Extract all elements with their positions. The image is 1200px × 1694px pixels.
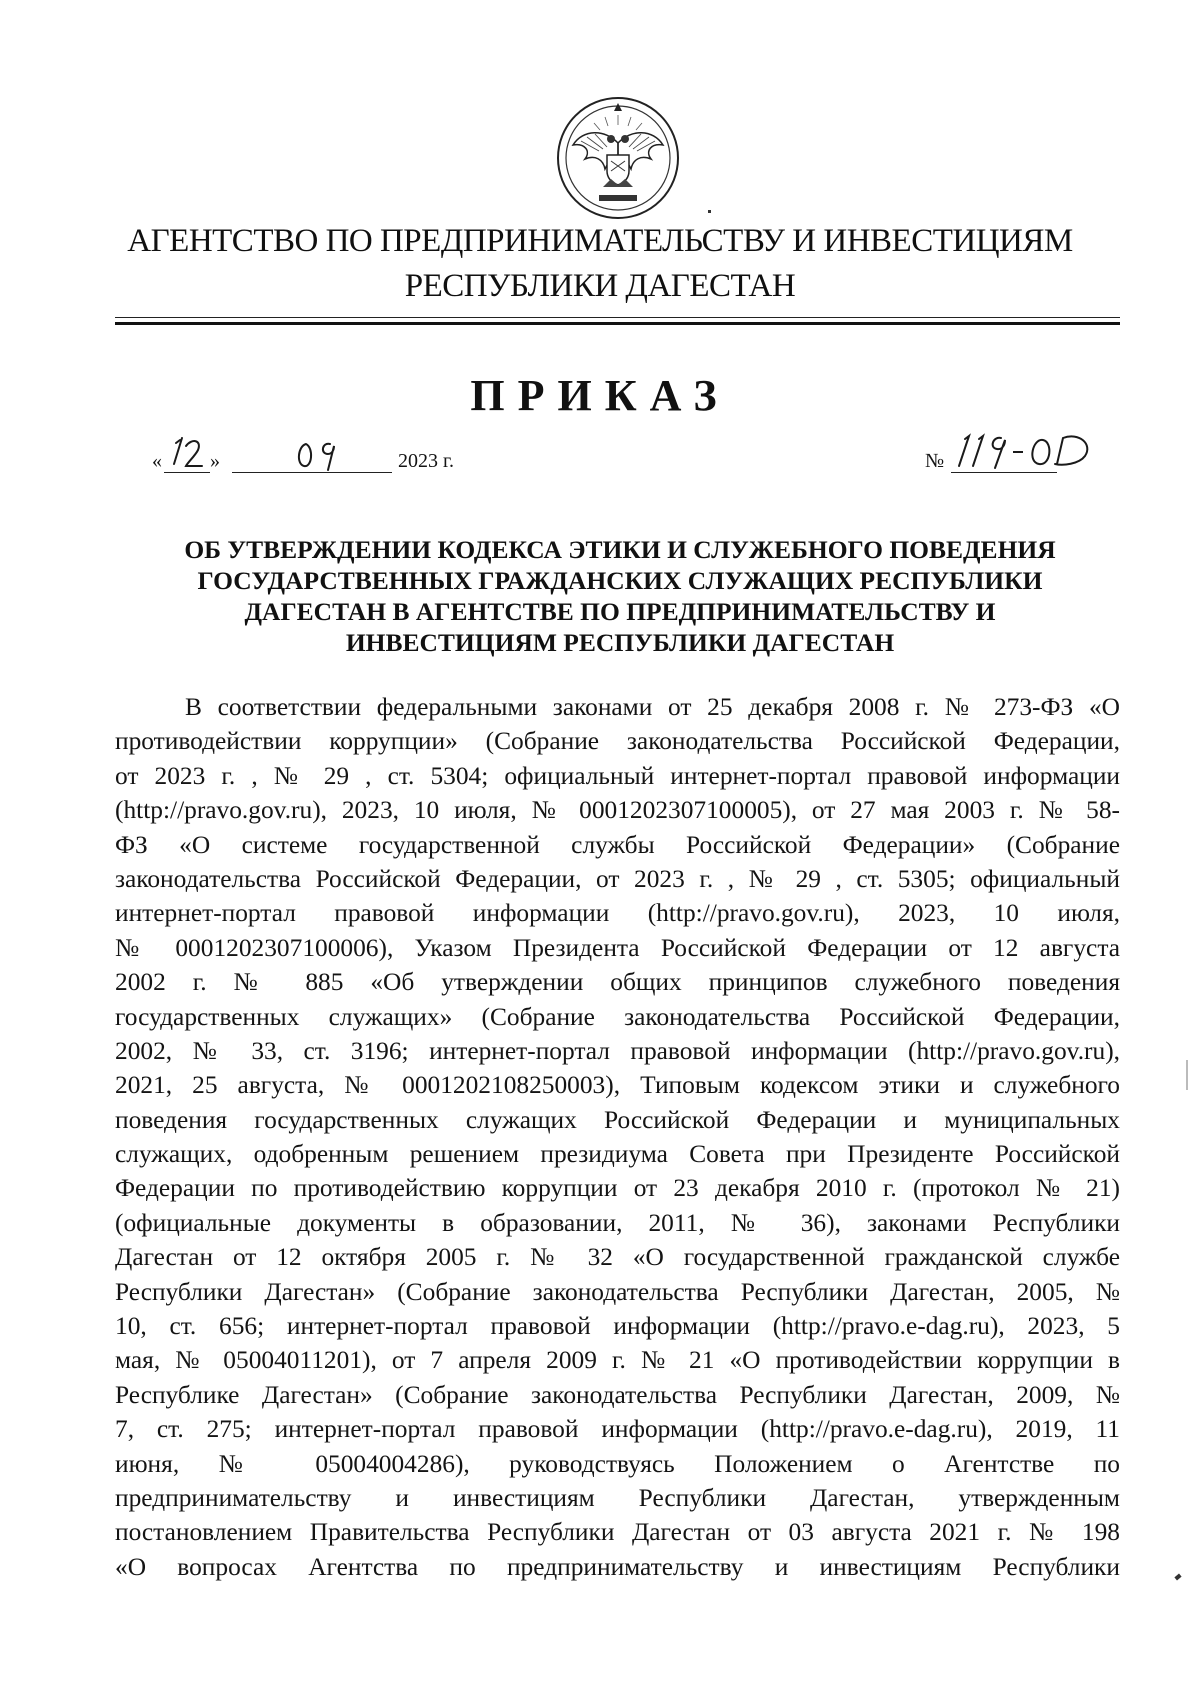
- day-underline: [164, 472, 210, 473]
- body-line: 2002, № 33, ст. 3196; интернет-портал правовой информации (http://pravo.gov.ru),: [115, 1036, 1120, 1065]
- eagle-icon: [555, 95, 681, 221]
- body-line: Дагестан от 12 октября 2005 г. № 32 «О государственной гражданской службе: [115, 1243, 1120, 1272]
- number-underline: [951, 472, 1057, 473]
- number-sign: №: [925, 450, 945, 472]
- body-line: № 0001202307100006), Указом Президента Российской Федерации от 12 августа: [115, 933, 1120, 962]
- body-line: «О вопросах Агентства по предпринимательству и инвестициям Республики: [115, 1552, 1120, 1581]
- handwritten-number: [951, 428, 1101, 472]
- body-line: поведения государственных служащих Российской Федерации и муниципальных: [115, 1105, 1120, 1134]
- body-line: ФЗ «О системе государственной службы Российской Федерации» (Собрание: [115, 830, 1120, 859]
- body-line: мая, № 05004011201), от 7 апреля 2009 г. № 21 «О противодействии коррупции в: [115, 1346, 1120, 1375]
- body-line: июня, № 05004004286), руководствуясь Положением о Агентстве по: [115, 1449, 1120, 1478]
- body-line: В соответствии федеральными законами от 25 декабря 2008 г. № 273-ФЗ «О: [185, 693, 1120, 721]
- agency-name-line1: АГЕНТСТВО ПО ПРЕДПРИНИМАТЕЛЬСТВУ И ИНВЕСТИЦИЯМ: [127, 223, 1073, 259]
- body-line: государственных служащих» (Собрание законодательства Российской Федерации,: [115, 1002, 1120, 1031]
- title-line: ОБ УТВЕРЖДЕНИИ КОДЕКСА ЭТИКИ И СЛУЖЕБНОГО ПОВЕДЕНИЯ: [184, 535, 1056, 564]
- agency-name-line2: РЕСПУБЛИКИ ДАГЕСТАН: [404, 268, 796, 304]
- date-year: 2023 г.: [398, 450, 454, 472]
- handwritten-month: [292, 434, 342, 474]
- body-line: 10, ст. 656; интернет-портал правовой информации (http://pravo.e-dag.ru), 2023, 5: [115, 1312, 1120, 1341]
- body-line: служащих, одобренным решением президиума Совета при Президенте Российской: [115, 1140, 1120, 1169]
- scan-speck: [708, 210, 711, 213]
- date-close-quote: »: [210, 450, 220, 472]
- body-line: Республике Дагестан» (Собрание законодательства Республики Дагестан, 2009, №: [115, 1380, 1120, 1409]
- body-line: от 2023 г. , № 29 , ст. 5304; официальный интернет-портал правовой информации: [115, 761, 1120, 790]
- scan-speck: [1174, 1574, 1181, 1581]
- body-line: противодействии коррупции» (Собрание законодательства Российской Федерации,: [115, 727, 1120, 756]
- body-line: предпринимательству и инвестициям Республики Дагестан, утвержденным: [115, 1483, 1120, 1512]
- date-open-quote: «: [152, 450, 162, 472]
- scan-speck: [1186, 1060, 1188, 1090]
- title-line: ИНВЕСТИЦИЯМ РЕСПУБЛИКИ ДАГЕСТАН: [345, 628, 895, 657]
- document-type-heading: ПРИКАЗ: [470, 371, 730, 420]
- body-line: (http://pravo.gov.ru), 2023, 10 июля, № 0001202307100005), от 27 мая 2003 г. № 58-: [115, 796, 1120, 825]
- handwritten-day: [166, 432, 210, 472]
- body-line: постановлением Правительства Республики Дагестан от 03 августа 2021 г. № 198: [115, 1518, 1120, 1547]
- coat-of-arms-emblem: [555, 95, 681, 221]
- order-date: [152, 432, 572, 478]
- body-line: (официальные документы в образовании, 2011, № 36), законами Республики: [115, 1208, 1120, 1237]
- body-line: законодательства Российской Федерации, от 2023 г. , № 29 , ст. 5305; официальный: [115, 864, 1120, 893]
- title-line: ДАГЕСТАН В АГЕНТСТВЕ ПО ПРЕДПРИНИМАТЕЛЬСТВУ И: [244, 597, 996, 626]
- body-line: 7, ст. 275; интернет-портал правовой информации (http://pravo.e-dag.ru), 2019, 11: [115, 1415, 1120, 1444]
- body-line: Федерации по противодействию коррупции от 23 декабря 2010 г. (протокол № 21): [115, 1174, 1120, 1203]
- header-divider-thick: [115, 322, 1120, 325]
- body-line: Республики Дагестан» (Собрание законодательства Республики Дагестан, 2005, №: [115, 1277, 1120, 1306]
- body-line: интернет-портал правовой информации (http://pravo.gov.ru), 2023, 10 июля,: [115, 899, 1120, 928]
- header-divider-thin: [115, 317, 1120, 318]
- title-line: ГОСУДАРСТВЕННЫХ ГРАЖДАНСКИХ СЛУЖАЩИХ РЕСПУБЛИКИ: [197, 566, 1043, 595]
- body-line: 2021, 25 августа, № 0001202108250003), Типовым кодексом этики и служебного: [115, 1071, 1120, 1100]
- order-body-paragraph: [115, 690, 1120, 1584]
- body-line: 2002 г. № 885 «Об утверждении общих принципов служебного поведения: [115, 968, 1120, 997]
- order-title: [120, 534, 1120, 658]
- order-number: [925, 428, 1125, 478]
